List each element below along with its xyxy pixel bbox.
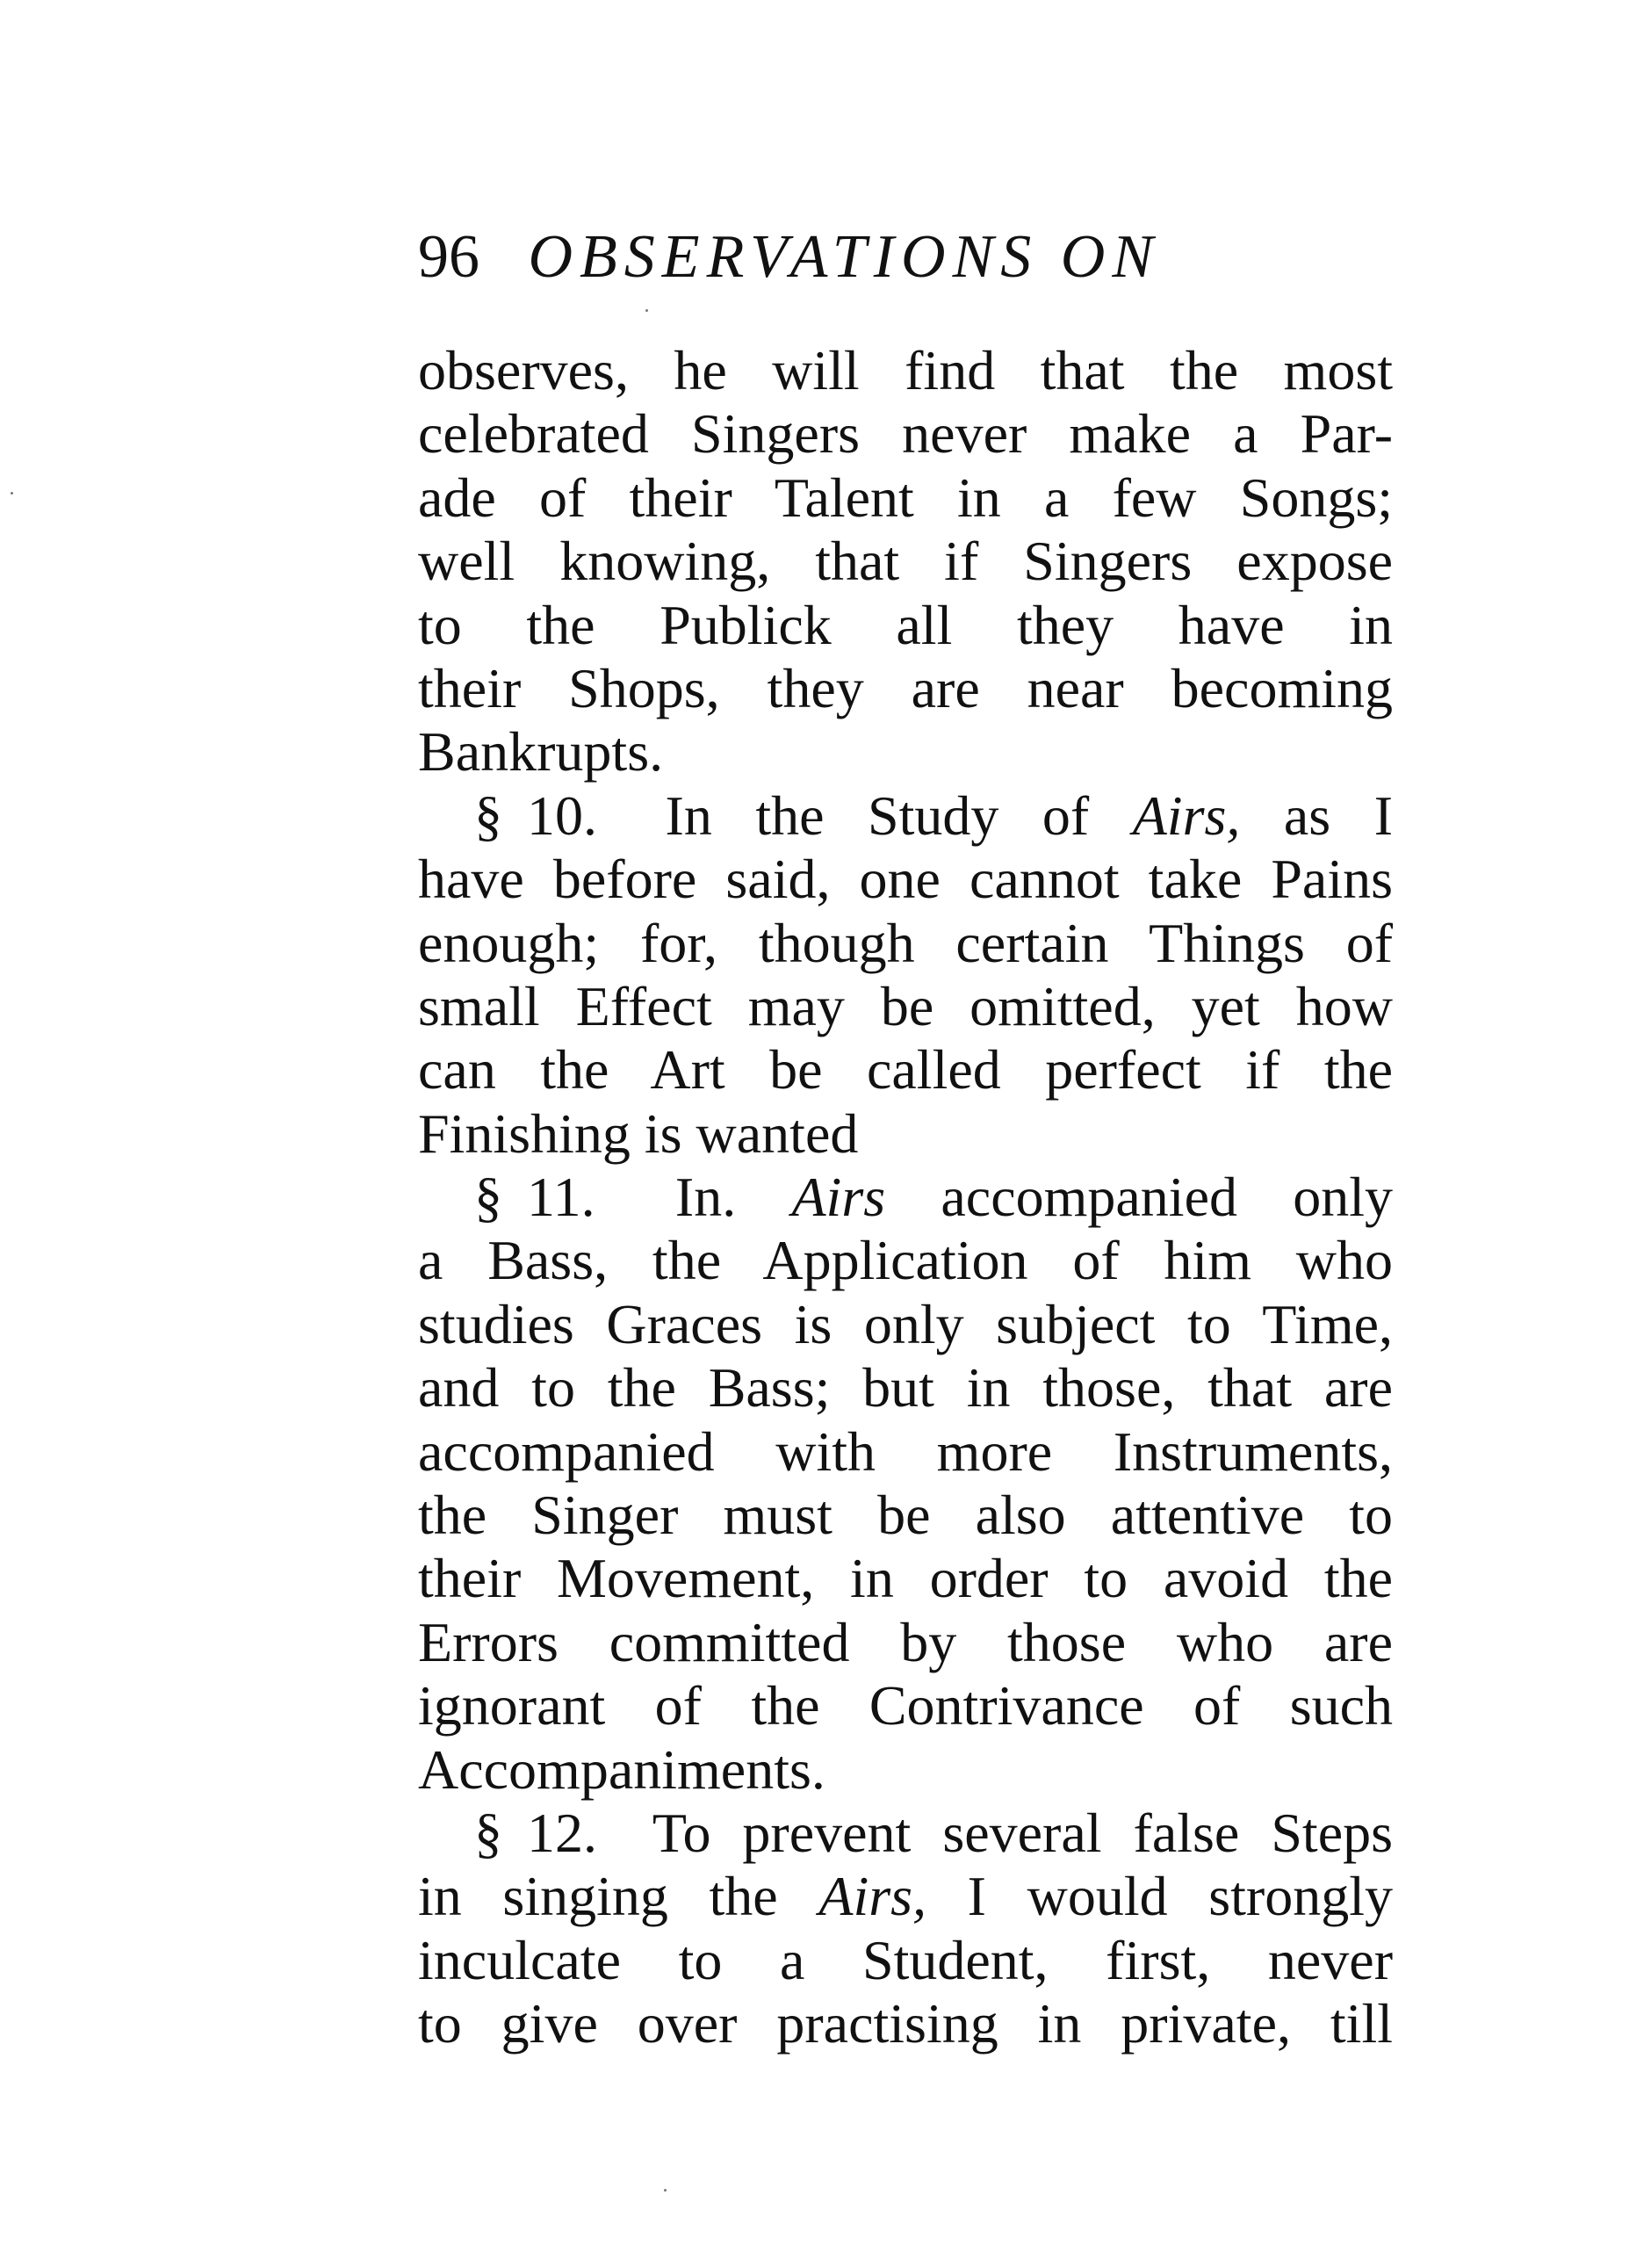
running-head (418, 218, 1384, 297)
text-line: inculcate to a Student, first, never (418, 1928, 1393, 1991)
section-10-heading-line (418, 784, 1393, 848)
text-line: the Singer must be also attentive to (418, 1484, 1393, 1547)
print-speck (645, 309, 648, 312)
body-text (418, 339, 1393, 2056)
text-line: to give over practising in private, till (418, 1992, 1393, 2055)
italic-word: Airs (791, 1166, 886, 1229)
section-12-second-line (418, 1865, 1393, 1928)
section-text: in singing the (418, 1865, 778, 1928)
text-line: observes, he will find that the most (418, 339, 1393, 401)
section-text: In. (674, 1166, 737, 1229)
print-speck (664, 2189, 667, 2192)
text-line: studies Graces is only subject to Time, (418, 1292, 1393, 1355)
text-line: ignorant of the Contrivance of such (418, 1674, 1393, 1737)
text-line: have before said, one cannot take Pains (418, 848, 1393, 911)
print-speck (11, 492, 13, 495)
section-number: 10. (527, 784, 597, 847)
text-line: their Shops, they are near becoming (418, 656, 1393, 719)
text-line: Accompaniments. (418, 1737, 825, 1801)
section-text: as I (1283, 784, 1393, 847)
section-mark: § (474, 1801, 502, 1864)
italic-word: Airs, (1132, 784, 1241, 847)
text-line: can the Art be called perfect if the (418, 1038, 1393, 1101)
text-line: celebrated Singers never make a Par- (418, 402, 1393, 466)
section-text: In the Study of (665, 784, 1090, 847)
section-text: I would strongly (967, 1865, 1393, 1928)
section-text: accompanied only (941, 1166, 1393, 1229)
section-number: 12. (527, 1801, 597, 1864)
text-line: well knowing, that if Singers expose (418, 530, 1393, 593)
section-12-heading-line (418, 1802, 1393, 1865)
running-title: OBSERVATIONS ON (528, 223, 1161, 291)
text-line: a Bass, the Application of him who (418, 1229, 1393, 1292)
text-line: and to the Bass; but in those, that are (418, 1356, 1393, 1419)
page-number: 96 (418, 223, 479, 291)
text-line: ade of their Talent in a few Songs; (418, 466, 1393, 529)
section-mark: § (474, 1166, 502, 1229)
text-line: to the Publick all they have in (418, 593, 1393, 656)
section-number: 11. (527, 1166, 595, 1229)
section-mark: § (474, 784, 502, 847)
section-11-heading-line (418, 1166, 1393, 1229)
italic-word: Airs, (818, 1865, 927, 1928)
text-line: their Movement, in order to avoid the (418, 1547, 1393, 1610)
text-line: Finishing is wanted (418, 1101, 859, 1165)
text-line: enough; for, though certain Things of (418, 911, 1393, 974)
text-line: accompanied with more Instruments, (418, 1419, 1393, 1483)
text-line: Errors committed by those who are (418, 1610, 1393, 1673)
text-line: small Effect may be omitted, yet how (418, 974, 1393, 1037)
section-text: To prevent several false Steps (652, 1801, 1393, 1864)
text-line: Bankrupts. (418, 720, 664, 784)
